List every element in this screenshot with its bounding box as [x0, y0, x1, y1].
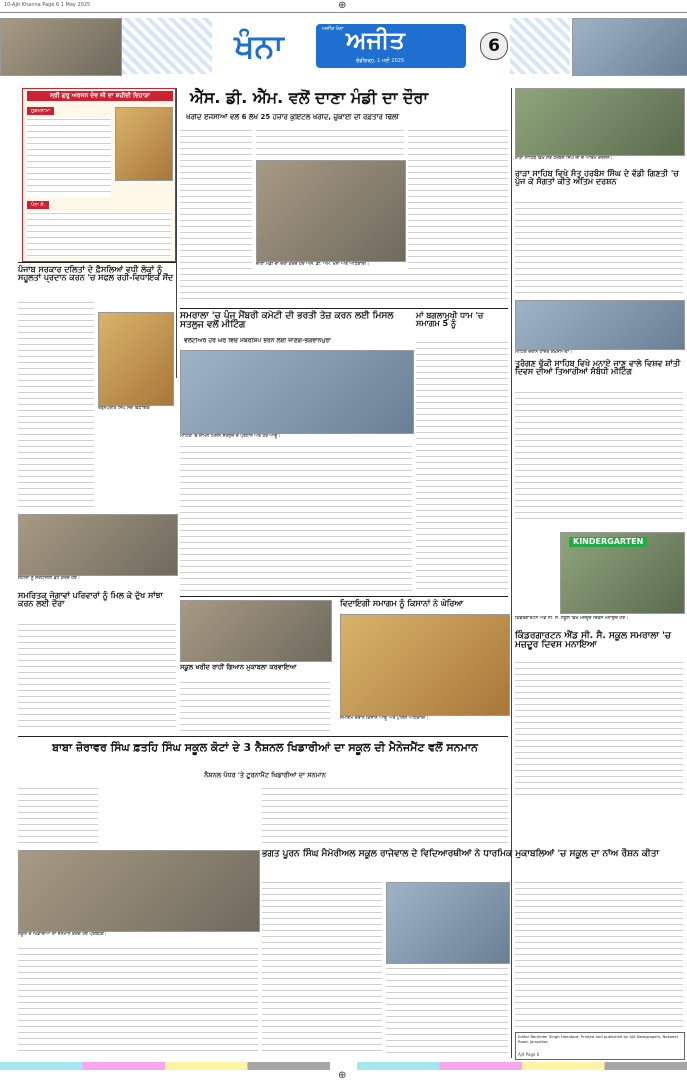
bottom-subhead: ਨੈਸ਼ਨਲ ਪੱਧਰ 'ਤੇ ਟੂਰਨਾਮੈਂਟ ਖਿਡਾਰੀਆਂ ਦਾ ਸਨਮਾਨ — [204, 771, 326, 779]
row-rule-4 — [18, 736, 508, 737]
national-players-photo — [18, 850, 260, 932]
masthead-brand-small: ਅਜੀਤ ਖੰਨਾ — [322, 26, 344, 32]
center-text-2 — [180, 680, 330, 732]
right-headline-3: ਕਿੰਡਰਗਾਰਟਨ ਐਂਡ ਸੀ. ਸੈ. ਸਕੂਲ ਸਮਰਾਲਾ 'ਚ ਮਜ਼ਦੂਰ ਦਿਵਸ ਮਨਾਇਆ — [515, 631, 671, 651]
column-rule-2 — [511, 88, 512, 1058]
mla-portrait — [98, 312, 174, 406]
center-side-headline: ਮਾਂ ਬਗਲਾਮੁਖੀ ਧਾਮ 'ਚ ਸਮਾਗਮ 5 ਨੂੰ — [416, 311, 484, 329]
bottom-colorbar — [0, 1062, 687, 1070]
main-subhead: ਖਰੀਦ ਏਜੰਸੀਆਂ ਵਲੋਂ 6 ਲੱਖ 25 ਹਜ਼ਾਰ ਕੁਇੰਟਲ ਖਰੀਦ, ਚੁਕਾਈ ਦੀ ਰਫ਼ਤਾਰ ਢਿੱਲੀ — [186, 114, 399, 121]
bottom-text-1 — [18, 786, 98, 846]
right-text-2 — [515, 390, 683, 520]
bottom-text-2 — [262, 786, 508, 846]
right-caption-top: ਰਾੜਾ ਸਾਹਿਬ ਵਿਖੇ ਸੰਤ ਹਰਬੰਸ ਸਿੰਘ ਜੀ ਦੇ ਅੰਤਿਮ ਦਰਸ਼ਨ। — [515, 156, 613, 161]
bottom-headline-2: ਭਗਤ ਪੂਰਨ ਸਿੰਘ ਮੈਮੋਰੀਅਲ ਸਕੂਲ ਰਾਜੇਵਾਲ ਦੇ ਵਿਦਿਆਰਥੀਆਂ ਨੇ ਧਾਰਮਿਕ ਮੁਕਾਬਲਿਆਂ 'ਚ ਸਕੂਲ ਦਾ ਨਾਂਅ ਰੌਸ਼ਨ ਕੀਤਾ — [262, 849, 660, 859]
masthead-right-photo — [572, 18, 687, 76]
right-headline-1: ਰਾੜਾ ਸਾਹਿਬ ਵਿਖੇ ਸੰਤ ਹਰਬੰਸ ਸਿੰਘ ਦੇ ਵੱਡੀ ਗਿਣਤੀ 'ਚ ਪੁੱਜ ਕੇ ਸੰਗਤਾਂ ਕੀਤੇ ਅੰਤਿਮ ਦਰਸ਼ਨ — [515, 169, 679, 187]
masthead-date: ਚੰਡੀਗੜ੍ਹ, 1 ਮਈ 2025 — [356, 58, 405, 64]
center-subhead: ਵਲੰਟੀਅਰ ਹਰ ਘਰ ਵਿਚ ਮੈਂਬਰਸ਼ਿਪ ਭਰਨ ਲਈ ਜਾਣਗੇ-ਭਗਵਾਨਪੁਰਾ — [184, 338, 331, 344]
center-side-text — [416, 340, 508, 594]
left-text-1 — [18, 300, 94, 510]
center-headline: ਸਮਰਾਲਾ 'ਚ ਪੰਜ ਮੈਂਬਰੀ ਕਮੇਟੀ ਦੀ ਭਰਤੀ ਤੇਜ਼ ਕਰਨ ਲਈ ਮਿਸਲ ਸਤਲੁਜ ਵਲੋਂ ਮੀਟਿੰਗ — [180, 311, 394, 331]
right-text-4 — [515, 880, 683, 1030]
masthead-left-pattern — [122, 18, 212, 74]
sidebar-box-label: ਪੰਨਾ ਨੰ. — [27, 201, 49, 209]
left-event-photo — [18, 514, 178, 576]
meeting-photo — [515, 300, 685, 350]
sidebar-box-text-2 — [27, 211, 171, 257]
center-text-1 — [180, 444, 412, 594]
sidebar-box-text-1 — [27, 117, 111, 197]
kindergarten-photo — [560, 532, 685, 614]
left-small-headline: ਸਕੂਲ ਖਰੀਦ ਰਾਹੀਂ ਗਿਆਨ ਮੁਕਾਬਲਾ ਕਰਵਾਇਆ — [180, 663, 297, 671]
main-text-bottom — [180, 272, 504, 302]
school-event-photo — [180, 600, 332, 662]
bottom-headline: ਬਾਬਾ ਜ਼ੋਰਾਵਰ ਸਿੰਘ ਫ਼ਤਹਿ ਸਿੰਘ ਸਕੂਲ ਕੋਟਾਂ ਦੇ 3 ਨੈਸ਼ਨਲ ਖਿਡਾਰੀਆਂ ਦਾ ਸਕੂਲ ਦੀ ਮੈਨੇਜਮੈਂਟ ਵਲੋਂ ਸਨਮਾਨ — [52, 741, 478, 754]
masthead-title: ਖੰਨਾ — [234, 27, 284, 65]
left-text-2 — [18, 622, 176, 732]
main-text-col-1 — [180, 128, 252, 288]
top-meta-bar — [0, 0, 687, 13]
students-photo — [386, 882, 510, 964]
main-photo-caption: ਦਾਣਾ ਮੰਡੀ ਦਾ ਦੌਰਾ ਕਰਦੇ ਹੋਏ ਐੱਸ. ਡੀ. ਐੱਮ. ਖੰਨਾ ਅਤੇ ਅਧਿਕਾਰੀ। — [256, 262, 370, 267]
bottom-text-4 — [262, 880, 382, 1056]
registration-mark-icon: ⊕ — [338, 0, 347, 11]
kindergarten-caption: ਕਿੰਡਰਗਾਰਟਨ ਐਂਡ ਸੀ. ਸੈ. ਸਕੂਲ ਵਿਖੇ ਮਜ਼ਦੂਰ ਦਿਵਸ ਮਨਾਉਂਦੇ ਹੋਏ। — [515, 616, 629, 621]
sidebar-box-tag: ਹੁਕਮਨਾਮਾ — [27, 107, 54, 115]
row-rule-2 — [180, 308, 508, 309]
bottom-text-3 — [18, 946, 258, 1056]
kindergarten-banner: KINDERGARTEN — [569, 537, 647, 547]
golden-temple-image — [115, 107, 173, 181]
rara-sahib-photo — [515, 88, 685, 156]
center-bottom-headline: ਵਿਦਾਇਗੀ ਸਮਾਗਮ ਨੂੰ ਕਿਸਾਨਾਂ ਨੇ ਘੇਰਿਆ — [340, 599, 464, 608]
masthead-right-pattern — [510, 18, 570, 74]
masthead-left-photo — [0, 18, 122, 76]
right-text-1 — [515, 200, 683, 296]
center-meeting-photo — [180, 350, 414, 434]
center-photo-caption: ਮੀਟਿੰਗ 'ਚ ਸ਼ਾਮਲ ਮਿਸਲ ਸਤਲੁਜ ਦੇ ਪ੍ਰਧਾਨ ਅਤੇ ਹੋਰ ਆਗੂ। — [180, 434, 281, 439]
bottom-photo-caption: ਸਕੂਲ ਦੇ ਖਿਡਾਰੀਆਂ ਦਾ ਸਨਮਾਨ ਕਰਦੇ ਹੋਏ ਪ੍ਰਬੰਧਕ। — [18, 932, 107, 937]
farmers-photo — [340, 614, 510, 716]
footer-page-ref: Ajit Page 6 — [518, 1052, 540, 1057]
main-headline: ਐੱਸ. ਡੀ. ਐੱਮ. ਵਲੋਂ ਦਾਣਾ ਮੰਡੀ ਦਾ ਦੌਰਾ — [190, 88, 429, 107]
top-meta-text: 10-Ajit Khanna Page 6 1 May 2025 — [4, 2, 91, 8]
right-headline-2: ਤੁਰੰਗਣ ਢੱਕੀ ਸਾਹਿਬ ਵਿਖੇ ਮਨਾਏ ਜਾਣ ਵਾਲੇ ਵਿਸ਼ਵ ਸ਼ਾਂਤੀ ਦਿਵਸ ਦੀਆਂ ਤਿਆਰੀਆਂ ਸੰਬੰਧੀ ਮੀਟਿੰਗ — [515, 359, 681, 377]
row-rule-1 — [18, 262, 176, 263]
center-bottom-caption: ਸਮਾਗਮ ਦੌਰਾਨ ਕਿਸਾਨ ਆਗੂ ਅਤੇ ਪੁਲਿਸ ਅਧਿਕਾਰੀ। — [340, 716, 429, 721]
masthead-brand: ਅਜੀਤ — [346, 26, 405, 54]
bottom-text-5 — [386, 966, 508, 1056]
grain-market-photo — [256, 160, 406, 262]
right-caption-mid: ਮੀਟਿੰਗ ਦੌਰਾਨ ਹਾਜ਼ਰ ਸ਼ਖ਼ਸੀਅਤਾਂ। — [515, 350, 572, 355]
row-rule-3 — [180, 596, 508, 597]
sidebar-box-title: ਸ੍ਰੀ ਗੁਰੂ ਅਰਜਨ ਦੇਵ ਜੀ ਦਾ ਸ਼ਹੀਦੀ ਦਿਹਾੜਾ — [27, 91, 173, 101]
masthead — [0, 14, 687, 84]
mla-portrait-caption: ਤਰੁਨਪ੍ਰੀਤ ਸਿੰਘ ਸੌਂਦ ਵਿਧਾਇਕ — [98, 406, 150, 411]
registration-mark-bottom-icon: ⊕ — [338, 1070, 347, 1081]
footer-imprint: Editor Barjinder Singh Hamdard. Printed and published by Ajit Newspapers, Nakodar Road, Jalandhar. — [518, 1034, 679, 1044]
main-text-col-2 — [256, 128, 404, 158]
left-headline-2: ਸਮਰਿਤਕ ਜੋਗਾਵਾਂ ਪਰਿਵਾਰਾਂ ਨੂੰ ਮਿਲ ਕੇ ਦੁੱਖ ਸਾਂਝਾ ਕਰਨ ਲਈ ਦੌਰਾ — [18, 591, 163, 609]
column-rule-1 — [176, 88, 177, 378]
page-number: 6 — [480, 32, 508, 60]
left-photo-caption: ਸ਼ਹੀਦਾਂ ਨੂੰ ਸ਼ਰਧਾਂਜਲੀ ਭੇਟ ਕਰਦੇ ਹੋਏ। — [18, 576, 80, 581]
sidebar-box — [22, 88, 176, 262]
right-text-3 — [515, 660, 683, 800]
masthead-brand-box — [316, 24, 466, 68]
footer-imprint-box — [515, 1032, 685, 1060]
left-headline-1: ਪੰਜਾਬ ਸਰਕਾਰ ਦਲਿਤਾਂ ਦੇ ਫ਼ੈਸਲਿਆਂ ਵਧੀ ਲੋਕਾਂ ਨੂੰ ਸਹੂਲਤਾਂ ਪ੍ਰਦਾਨ ਕਰਨ 'ਚ ਸਫਲ ਰਹੀ-ਵਿਧਾਇਕ ਸੌਂਦ — [18, 265, 174, 283]
